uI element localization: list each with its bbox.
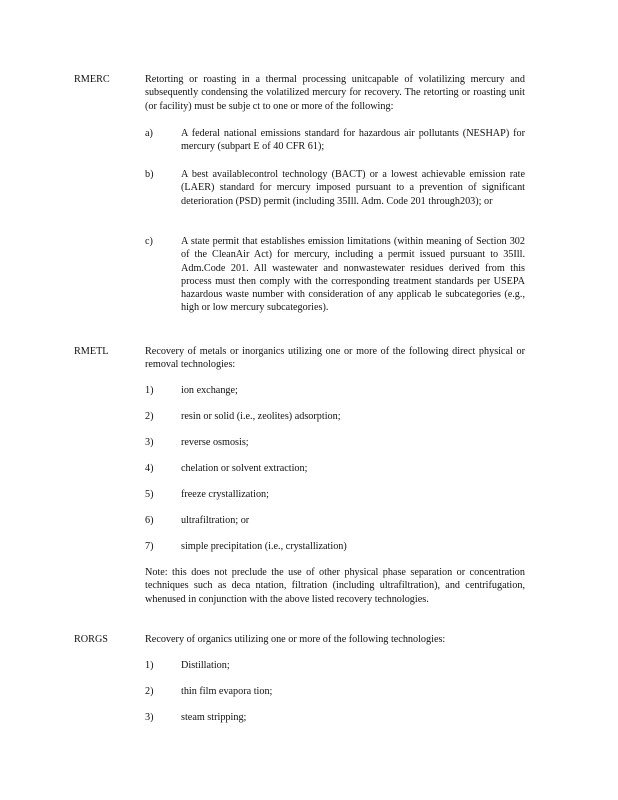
rmetl-item-4-marker: 4) [145,463,154,474]
rorgs-item-3-text: steam stripping; [181,712,247,723]
rmetl-item-1-marker: 1) [145,385,154,396]
rmetl-item-6-marker: 6) [145,515,154,526]
rorgs-item-2-text: thin film evapora tion; [181,686,273,697]
rmetl-item-3-text: reverse osmosis; [181,437,249,448]
rmetl-note: Note: this does not preclude the use of other physical phase separation or concentration techniques such as deca ntation, filtration (including ultrafiltration), and centrifugation, whenused in conjunction with the above listed recovery technologies. [145,567,525,605]
rorgs-item-2-marker: 2) [145,686,154,697]
rmetl-description: Recovery of metals or inorganics utilizing one or more of the following direct physical or removal technologies: [145,346,525,371]
rorgs-item-3-marker: 3) [145,712,154,723]
rmetl-item-2-marker: 2) [145,411,154,422]
technology-code-rorgs: RORGS [74,634,108,645]
rmetl-item-3-marker: 3) [145,437,154,448]
rmetl-item-2-text: resin or solid (i.e., zeolites) adsorption; [181,411,341,422]
rmetl-item-1-text: ion exchange; [181,385,238,396]
rmerc-item-c-text: A state permit that establishes emission limitations (within meaning of Section 302 of the CleanAir Act) for mercury, including a permit issued pursuant to 35Ill. Adm.Code 201. All wastewater and nonwastewater residues derived from this process must then comply with the corresponding treatment standards per USEPA hazardous waste number with consideration of any applicab le subcategories (e.g., high or low mercury subcategories). [181,236,525,314]
rorgs-item-1-text: Distillation; [181,660,230,671]
rorgs-item-1-marker: 1) [145,660,154,671]
rmerc-item-c-marker: c) [145,236,153,247]
rmerc-item-a-text: A federal national emissions standard for hazardous air pollutants (NESHAP) for mercury (subpart E of 40 CFR 61); [181,128,525,153]
technology-code-rmetl: RMETL [74,346,109,357]
rmerc-item-b-marker: b) [145,169,154,180]
rmerc-item-b-text: A best availablecontrol technology (BACT) or a lowest achievable emission rate (LAER) standard for mercury imposed pursuant to a prevention of significant deterioration (PSD) permit (including 35Ill. Adm. Code 201 through203); or [181,169,525,207]
rmetl-item-6-text: ultrafiltration; or [181,515,250,526]
rmetl-item-5-marker: 5) [145,489,154,500]
rorgs-description: Recovery of organics utilizing one or more of the following technologies: [145,634,446,645]
rmetl-item-7-text: simple precipitation (i.e., crystallization) [181,541,347,552]
rmetl-item-4-text: chelation or solvent extraction; [181,463,308,474]
rmetl-item-5-text: freeze crystallization; [181,489,269,500]
technology-code-rmerc: RMERC [74,74,110,85]
rmetl-item-7-marker: 7) [145,541,154,552]
rmerc-description: Retorting or roasting in a thermal processing unitcapable of volatilizing mercury and subsequently condensing the volatilized mercury for recovery. The retorting or roasting unit (or facility) must be subje ct to one or more of the following: [145,74,525,112]
rmerc-item-a-marker: a) [145,128,153,139]
